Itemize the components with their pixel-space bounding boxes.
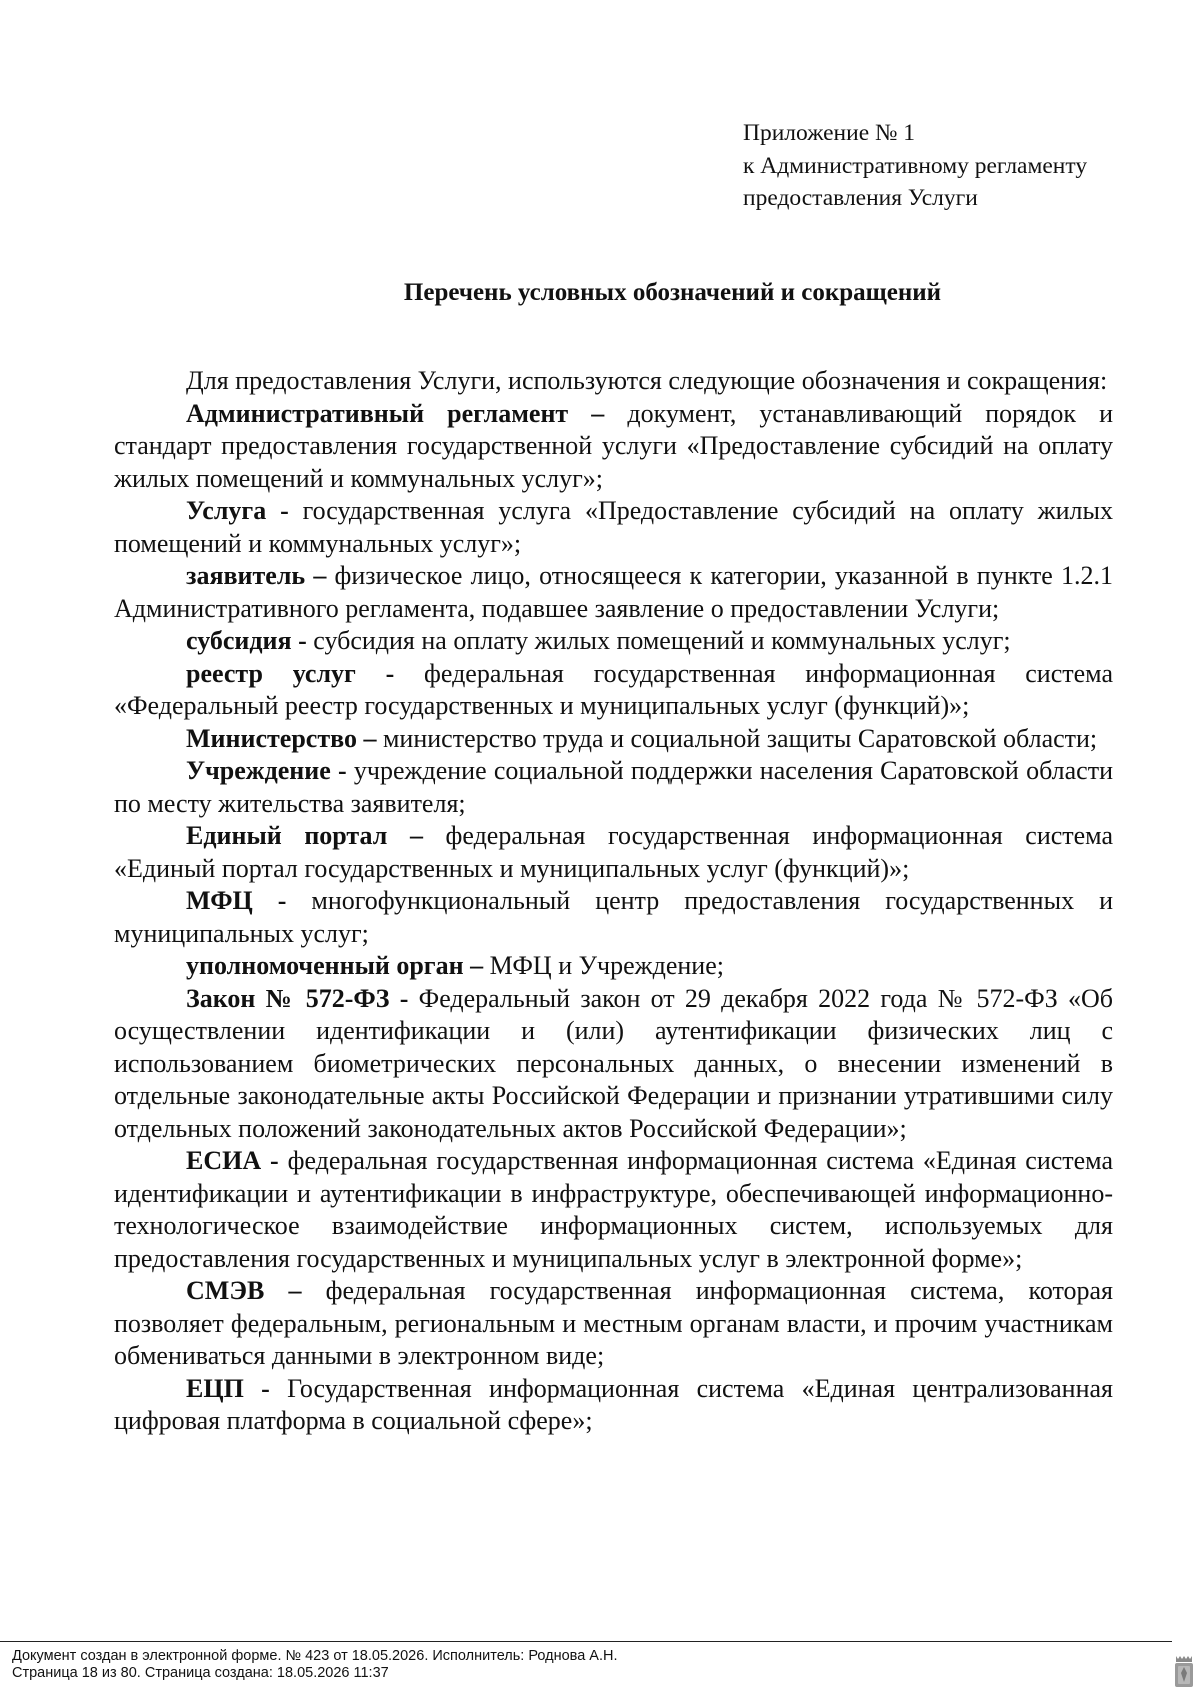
term-definition: федеральная государственная информационная система «Единая система идентификации и аутентификации в инфраструктуре, обеспечивающей информационно-технологическое взаимодействие информационных систем, используемых для предоставления государственных и муниципальных услуг в электронной форме»; (114, 1146, 1113, 1273)
term-paragraph (114, 1373, 1113, 1438)
term-definition: федеральная государственная информационная система «Единый портал государственных и муниципальных услуг (функций)»; (114, 821, 1113, 883)
term-paragraph (114, 1145, 1113, 1275)
term-definition: физическое лицо, относящееся к категории, указанной в пункте 1.2.1 Административного регламента, подавшее заявление о предоставлении Услуги; (114, 561, 1113, 623)
term-separator: - (243, 1373, 288, 1403)
term-name: ЕЦП (186, 1373, 244, 1403)
term-definition: федеральная государственная информационная система, которая позволяет федеральным, региональным и местным органам власти, и прочим участникам обмениваться данными в электронном виде; (114, 1276, 1113, 1370)
term-separator: - (252, 886, 312, 915)
term-definition: многофункциональный центр предоставления государственных и муниципальных услуг; (114, 886, 1113, 948)
term-definition: учреждение социальной поддержки населения Саратовской области по месту жительства заявителя; (114, 756, 1113, 818)
term-separator: – (305, 561, 335, 590)
term-name: МФЦ (186, 886, 253, 915)
regional-emblem-icon (1173, 1655, 1195, 1689)
term-separator: - (291, 626, 314, 655)
appendix-line-1: Приложение № 1 (743, 120, 916, 146)
term-separator: – (463, 951, 490, 980)
term-separator: – (387, 821, 446, 850)
footer-divider (0, 1641, 1172, 1642)
term-definition: Федеральный закон от 29 декабря 2022 года № 572-ФЗ «Об осуществлении идентификации и (или) аутентификации физических лиц с использованием биометрических персональных данных, о внесении изменений в отдельные законодательные акты Российской Федерации и признании утратившими силу отдельных положений законодательных актов Российской Федерации»; (114, 983, 1113, 1143)
footer (12, 1648, 618, 1681)
term-name: Закон № 572-ФЗ (186, 983, 390, 1013)
term-separator: - (355, 658, 425, 688)
document-body (114, 365, 1113, 1438)
term-separator: – (356, 723, 383, 753)
term-separator: – (568, 398, 628, 428)
appendix-line-2: к Административному регламенту (743, 152, 1088, 179)
term-name: Услуга (186, 496, 267, 525)
term-paragraph (114, 625, 1113, 658)
term-paragraph (114, 723, 1113, 756)
term-paragraph (114, 1275, 1113, 1373)
term-separator: - (389, 983, 419, 1013)
appendix-line-3: предоставления Услуги (743, 185, 978, 211)
term-name: Административный регламент (186, 398, 569, 428)
document-title: Перечень условных обозначений и сокращений (403, 279, 942, 306)
term-name: Единый портал (186, 821, 388, 850)
footer-page-info: Страница 18 из 80. Страница создана: 18.05.2026 11:37 (12, 1664, 389, 1681)
term-definition: документ, устанавливающий порядок и стандарт предоставления государственной услуги «Предоставление субсидий на оплату жилых помещений и коммунальных услуг»; (114, 398, 1113, 493)
term-separator: - (330, 756, 354, 785)
term-name: СМЭВ (186, 1276, 265, 1305)
footer-document-info: Документ создан в электронной форме. № 423 от 18.05.2026. Исполнитель: Роднова А.Н. (12, 1648, 618, 1664)
term-paragraph (114, 950, 1113, 983)
term-definition: МФЦ и Учреждение; (489, 951, 724, 980)
term-paragraph (114, 398, 1113, 496)
term-paragraph (114, 755, 1113, 820)
term-name: ЕСИА (186, 1146, 262, 1175)
term-definition: Государственная информационная система «Единая централизованная цифровая платформа в социальной сфере»; (114, 1373, 1113, 1435)
term-definition: государственная услуга «Предоставление субсидий на оплату жилых помещений и коммунальных услуг»; (114, 496, 1113, 558)
term-separator: – (264, 1276, 326, 1305)
appendix-header (743, 117, 1163, 215)
term-separator: - (261, 1146, 288, 1175)
term-paragraph (114, 885, 1113, 950)
term-name: заявитель (186, 561, 306, 590)
intro-paragraph: Для предоставления Услуги, используются следующие обозначения и сокращения: (186, 366, 1108, 395)
term-paragraph (114, 560, 1113, 625)
term-separator: - (266, 496, 303, 525)
term-paragraph (114, 820, 1113, 885)
term-name: реестр услуг (186, 658, 356, 688)
term-paragraph (114, 983, 1113, 1146)
term-definition: федеральная государственная информационная система «Федеральный реестр государственных и муниципальных услуг (функций)»; (114, 658, 1113, 720)
term-definition: министерство труда и социальной защиты Саратовской области; (382, 723, 1098, 753)
term-name: Учреждение (186, 756, 331, 785)
term-definition: субсидия на оплату жилых помещений и коммунальных услуг; (313, 626, 1011, 655)
term-paragraph (114, 658, 1113, 723)
term-name: Министерство (186, 723, 357, 753)
term-paragraph (114, 495, 1113, 560)
term-name: субсидия (186, 626, 292, 655)
term-name: уполномоченный орган (186, 951, 464, 980)
